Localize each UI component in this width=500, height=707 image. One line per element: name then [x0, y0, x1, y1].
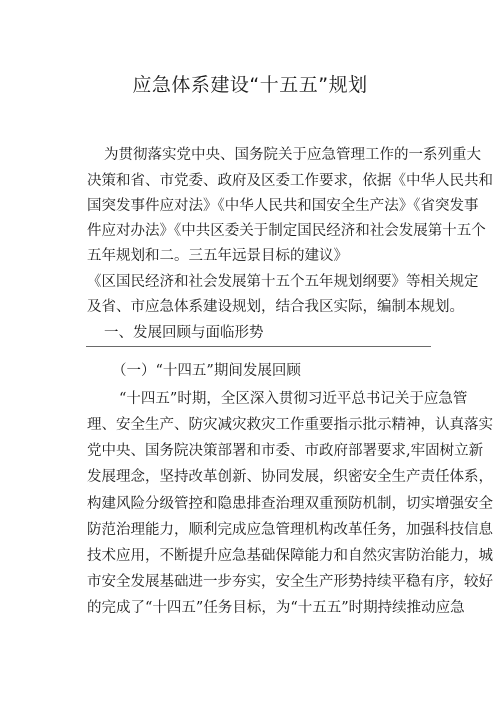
- body-line: 的完成了“十四五”任务目标，为“十五五”时期持续推动应急: [87, 600, 465, 616]
- intro-line: 件应对办法》《中共区委关于制定国民经济和社会发展第十五个: [87, 223, 486, 239]
- intro-line: 为贯彻落实党中央、国务院关于应急管理工作的一系列重大: [104, 147, 481, 163]
- body-line: 发展理念，坚持改革创新、协同发展，织密安全生产责任体系，: [87, 469, 493, 485]
- section-divider: [86, 346, 431, 347]
- body-line: 防范治理能力，顺利完成应急管理机构改革任务，加强科技信息: [87, 522, 493, 538]
- body-line: 理、安全生产、防灾减灾救灾工作重要指示批示精神，认真落实: [87, 417, 493, 433]
- body-line: 技术应用，不断提升应急基础保障能力和自然灾害防治能力，城: [87, 548, 493, 564]
- body-line: 构建风险分级管控和隐患排查治理双重预防机制，切实增强安全: [87, 496, 493, 512]
- intro-line: 五年规划和二。三五年远景目标的建议》: [87, 248, 348, 264]
- body-line: 党中央、国务院决策部署和市委、市政府部署要求,牢固树立新: [87, 443, 484, 459]
- body-line: 市安全发展基础进一步夯实，安全生产形势持续平稳有序，较好: [87, 574, 493, 590]
- subsection-heading: （一）“十四五”期间发展回顾: [112, 363, 301, 379]
- intro-line: 及省、市应急体系建设规划，结合我区实际，编制本规划。: [87, 299, 464, 315]
- body-line: “十四五”时期，全区深入贯彻习近平总书记关于应急管: [119, 391, 468, 407]
- section-heading: 一、发展回顾与面临形势: [104, 325, 264, 341]
- document-title: 应急体系建设“十五五”规划: [132, 74, 368, 96]
- intro-line: 《区国民经济和社会发展第十五个五年规划纲要》等相关规定: [87, 274, 479, 290]
- intro-line: 决策和省、市党委、政府及区委工作要求，依据《中华人民共和: [87, 173, 493, 189]
- intro-line: 国突发事件应对法》《中华人民共和国安全生产法》《省突发事: [87, 198, 479, 214]
